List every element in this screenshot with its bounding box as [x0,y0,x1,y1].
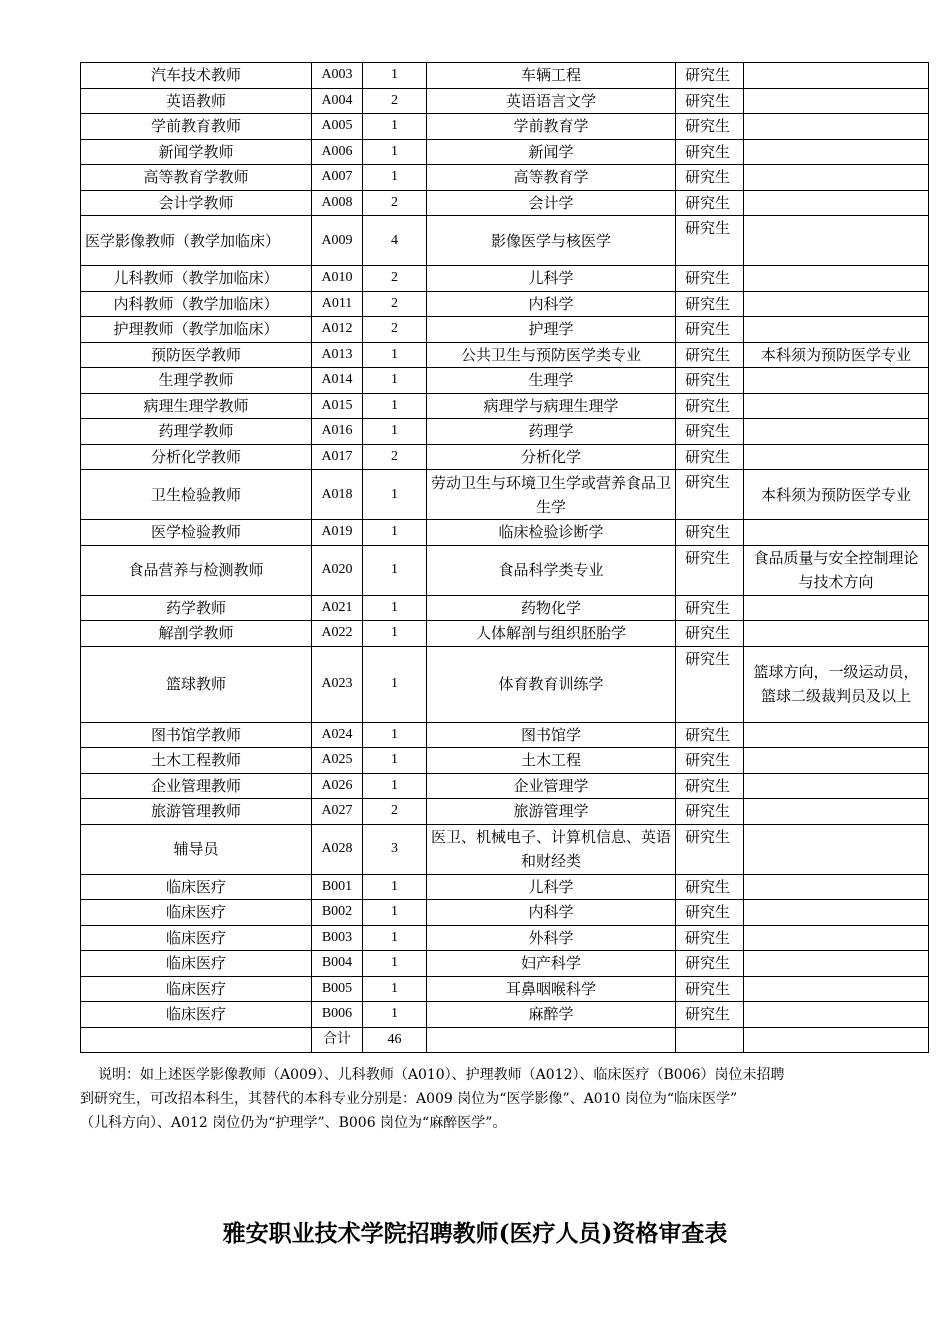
table-row [81,190,929,216]
major-cell: 内科学 [427,900,676,926]
post-cell: 辅导员 [81,824,312,874]
degree-cell: 研究生 [676,291,744,317]
remark-cell [744,748,929,774]
remark-cell [744,165,929,191]
table-row [81,165,929,191]
post-cell: 土木工程教师 [81,748,312,774]
remark-cell [744,799,929,825]
major-cell: 病理学与病理生理学 [427,393,676,419]
count-cell: 1 [363,874,427,900]
table-row [81,621,929,647]
post-cell: 生理学教师 [81,368,312,394]
code-cell: A008 [312,190,363,216]
count-cell: 2 [363,291,427,317]
table-row [81,368,929,394]
code-cell: A004 [312,88,363,114]
degree-cell: 研究生 [676,874,744,900]
remark-cell [744,874,929,900]
major-cell: 食品科学类专业 [427,545,676,595]
code-cell: A015 [312,393,363,419]
code-cell: A013 [312,342,363,368]
code-cell: A020 [312,545,363,595]
degree-cell: 研究生 [676,951,744,977]
count-cell: 1 [363,114,427,140]
major-cell: 耳鼻咽喉科学 [427,976,676,1002]
table-row [81,722,929,748]
count-cell: 1 [363,646,427,722]
code-cell: A018 [312,470,363,520]
degree-cell: 研究生 [676,722,744,748]
count-cell: 1 [363,925,427,951]
count-cell: 1 [363,748,427,774]
total-value: 46 [363,1027,427,1052]
table-row [81,266,929,292]
degree-cell: 研究生 [676,976,744,1002]
major-cell: 学前教育学 [427,114,676,140]
code-cell: A017 [312,444,363,470]
remark-cell [744,266,929,292]
degree-cell: 研究生 [676,368,744,394]
degree-cell: 研究生 [676,114,744,140]
total-label: 合计 [312,1027,363,1052]
table-row [81,646,929,722]
table-row [81,545,929,595]
table-row [81,88,929,114]
major-cell: 临床检验诊断学 [427,520,676,546]
note-line-2: 到研究生，可改招本科生，其替代的本科专业分别是：A009 岗位为“医学影像”、A010 岗位为“临床医学” [80,1091,738,1107]
post-cell: 英语教师 [81,88,312,114]
count-cell: 3 [363,824,427,874]
count-cell: 1 [363,165,427,191]
remark-cell [744,419,929,445]
code-cell: B005 [312,976,363,1002]
post-cell: 儿科教师（教学加临床） [81,266,312,292]
count-cell: 2 [363,317,427,343]
degree-cell: 研究生 [676,63,744,89]
major-cell: 儿科学 [427,266,676,292]
major-cell: 企业管理学 [427,773,676,799]
remark-cell: 篮球方向，一级运动员，篮球二级裁判员及以上 [744,646,929,722]
remark-cell [744,976,929,1002]
code-cell: A012 [312,317,363,343]
degree-cell: 研究生 [676,165,744,191]
degree-cell: 研究生 [676,925,744,951]
remark-cell [744,951,929,977]
code-cell: B002 [312,900,363,926]
table-row [81,799,929,825]
table-row [81,595,929,621]
degree-cell: 研究生 [676,139,744,165]
post-cell: 卫生检验教师 [81,470,312,520]
code-cell: A027 [312,799,363,825]
post-cell: 临床医疗 [81,925,312,951]
count-cell: 2 [363,88,427,114]
count-cell: 1 [363,951,427,977]
major-cell: 人体解剖与组织胚胎学 [427,621,676,647]
degree-cell: 研究生 [676,342,744,368]
code-cell: B001 [312,874,363,900]
degree-cell: 研究生 [676,773,744,799]
post-cell: 会计学教师 [81,190,312,216]
total-blank-cell [676,1027,744,1052]
degree-cell: 研究生 [676,444,744,470]
total-row [81,1027,929,1052]
major-cell: 影像医学与核医学 [427,216,676,266]
total-blank-cell [81,1027,312,1052]
count-cell: 2 [363,444,427,470]
degree-cell: 研究生 [676,393,744,419]
count-cell: 1 [363,545,427,595]
remark-cell [744,368,929,394]
post-cell: 高等教育学教师 [81,165,312,191]
table-row [81,520,929,546]
remark-cell [744,190,929,216]
major-cell: 内科学 [427,291,676,317]
table-row [81,1002,929,1028]
remark-cell [744,824,929,874]
explanation-note [80,1063,928,1135]
code-cell: B006 [312,1002,363,1028]
note-line-1: 说明：如上述医学影像教师（A009）、儿科教师（A010）、护理教师（A012）、临床医疗（B006）岗位未招聘 [98,1067,785,1083]
major-cell: 分析化学 [427,444,676,470]
count-cell: 1 [363,368,427,394]
major-cell: 会计学 [427,190,676,216]
degree-cell: 研究生 [676,520,744,546]
table-body [81,63,929,1028]
table-row [81,291,929,317]
remark-cell [744,621,929,647]
degree-cell: 研究生 [676,900,744,926]
major-cell: 医卫、机械电子、计算机信息、英语和财经类 [427,824,676,874]
post-cell: 临床医疗 [81,976,312,1002]
count-cell: 1 [363,470,427,520]
note-line-3: （儿科方向）、A012 岗位仍为“护理学”、B006 岗位为“麻醉医学”。 [80,1115,507,1131]
table-row [81,976,929,1002]
post-cell: 临床医疗 [81,874,312,900]
count-cell: 2 [363,266,427,292]
major-cell: 新闻学 [427,139,676,165]
count-cell: 1 [363,393,427,419]
count-cell: 1 [363,773,427,799]
degree-cell: 研究生 [676,470,744,520]
major-cell: 护理学 [427,317,676,343]
code-cell: B004 [312,951,363,977]
table-row [81,444,929,470]
remark-cell [744,114,929,140]
count-cell: 2 [363,190,427,216]
post-cell: 临床医疗 [81,1002,312,1028]
post-cell: 医学检验教师 [81,520,312,546]
degree-cell: 研究生 [676,317,744,343]
major-cell: 高等教育学 [427,165,676,191]
post-cell: 医学影像教师（教学加临床） [81,216,312,266]
major-cell: 药理学 [427,419,676,445]
remark-cell [744,520,929,546]
degree-cell: 研究生 [676,266,744,292]
count-cell: 1 [363,900,427,926]
remark-cell [744,925,929,951]
count-cell: 4 [363,216,427,266]
code-cell: A025 [312,748,363,774]
code-cell: A011 [312,291,363,317]
post-cell: 分析化学教师 [81,444,312,470]
table-row [81,114,929,140]
major-cell: 劳动卫生与环境卫生学或营养食品卫生学 [427,470,676,520]
major-cell: 药物化学 [427,595,676,621]
code-cell: A006 [312,139,363,165]
code-cell: A014 [312,368,363,394]
post-cell: 新闻学教师 [81,139,312,165]
table-row [81,419,929,445]
table-row [81,900,929,926]
degree-cell: 研究生 [676,748,744,774]
major-cell: 麻醉学 [427,1002,676,1028]
remark-cell [744,773,929,799]
remark-cell [744,63,929,89]
post-cell: 篮球教师 [81,646,312,722]
code-cell: A009 [312,216,363,266]
code-cell: A019 [312,520,363,546]
count-cell: 1 [363,1002,427,1028]
code-cell: A021 [312,595,363,621]
remark-cell [744,317,929,343]
table-row [81,748,929,774]
code-cell: A010 [312,266,363,292]
major-cell: 图书馆学 [427,722,676,748]
code-cell: A003 [312,63,363,89]
table-row [81,773,929,799]
table-row [81,342,929,368]
count-cell: 1 [363,342,427,368]
post-cell: 旅游管理教师 [81,799,312,825]
count-cell: 1 [363,419,427,445]
post-cell: 临床医疗 [81,951,312,977]
major-cell: 土木工程 [427,748,676,774]
degree-cell: 研究生 [676,190,744,216]
remark-cell [744,139,929,165]
major-cell: 公共卫生与预防医学类专业 [427,342,676,368]
count-cell: 1 [363,976,427,1002]
table-row [81,393,929,419]
recruitment-table [80,62,929,1053]
remark-cell [744,216,929,266]
degree-cell: 研究生 [676,621,744,647]
degree-cell: 研究生 [676,646,744,722]
degree-cell: 研究生 [676,799,744,825]
post-cell: 汽车技术教师 [81,63,312,89]
major-cell: 英语语言文学 [427,88,676,114]
degree-cell: 研究生 [676,216,744,266]
major-cell: 体育教育训练学 [427,646,676,722]
table-row [81,925,929,951]
remark-cell [744,722,929,748]
code-cell: A022 [312,621,363,647]
remark-cell [744,444,929,470]
count-cell: 2 [363,799,427,825]
major-cell: 外科学 [427,925,676,951]
total-blank-cell [427,1027,676,1052]
remark-cell [744,291,929,317]
table-row [81,951,929,977]
total-blank-cell [744,1027,929,1052]
code-cell: A007 [312,165,363,191]
post-cell: 解剖学教师 [81,621,312,647]
degree-cell: 研究生 [676,88,744,114]
code-cell: B003 [312,925,363,951]
remark-cell: 本科须为预防医学专业 [744,470,929,520]
table-row [81,139,929,165]
code-cell: A028 [312,824,363,874]
count-cell: 1 [363,63,427,89]
major-cell: 车辆工程 [427,63,676,89]
count-cell: 1 [363,722,427,748]
degree-cell: 研究生 [676,419,744,445]
degree-cell: 研究生 [676,1002,744,1028]
remark-cell [744,393,929,419]
degree-cell: 研究生 [676,824,744,874]
remark-cell: 本科须为预防医学专业 [744,342,929,368]
code-cell: A016 [312,419,363,445]
major-cell: 妇产科学 [427,951,676,977]
remark-cell [744,900,929,926]
count-cell: 1 [363,520,427,546]
table-row [81,824,929,874]
remark-cell [744,1002,929,1028]
post-cell: 药学教师 [81,595,312,621]
degree-cell: 研究生 [676,595,744,621]
post-cell: 临床医疗 [81,900,312,926]
post-cell: 内科教师（教学加临床） [81,291,312,317]
major-cell: 儿科学 [427,874,676,900]
table-row [81,63,929,89]
remark-cell: 食品质量与安全控制理论与技术方向 [744,545,929,595]
code-cell: A005 [312,114,363,140]
table-row [81,874,929,900]
count-cell: 1 [363,621,427,647]
post-cell: 图书馆学教师 [81,722,312,748]
post-cell: 病理生理学教师 [81,393,312,419]
page-title: 雅安职业技术学院招聘教师(医疗人员)资格审查表 [222,1220,728,1247]
count-cell: 1 [363,595,427,621]
post-cell: 预防医学教师 [81,342,312,368]
post-cell: 食品营养与检测教师 [81,545,312,595]
degree-cell: 研究生 [676,545,744,595]
count-cell: 1 [363,139,427,165]
major-cell: 旅游管理学 [427,799,676,825]
code-cell: A023 [312,646,363,722]
remark-cell [744,595,929,621]
code-cell: A024 [312,722,363,748]
remark-cell [744,88,929,114]
table-row [81,317,929,343]
table-row [81,216,929,266]
post-cell: 学前教育教师 [81,114,312,140]
post-cell: 企业管理教师 [81,773,312,799]
post-cell: 护理教师（教学加临床） [81,317,312,343]
major-cell: 生理学 [427,368,676,394]
post-cell: 药理学教师 [81,419,312,445]
table-row [81,470,929,520]
code-cell: A026 [312,773,363,799]
